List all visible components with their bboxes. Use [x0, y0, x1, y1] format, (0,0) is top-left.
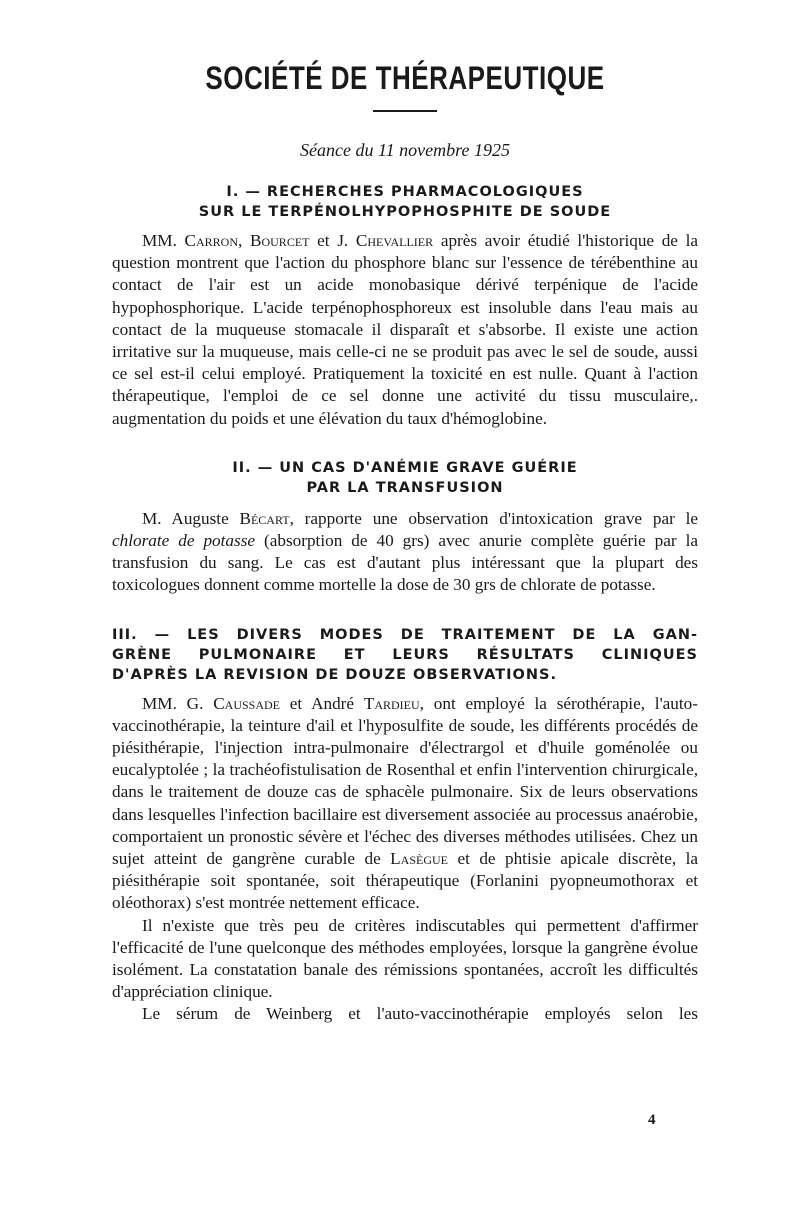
section-3-paragraph-3: Le sérum de Weinberg et l'auto-vaccinothérapie employés selon les: [142, 1004, 698, 1024]
author-becart: Bécart: [239, 508, 290, 528]
section-1-separator-1: ,: [238, 231, 251, 250]
section-3-body: [112, 693, 698, 1026]
author-caussade: Caussade: [213, 693, 280, 713]
section-1-prefix: MM.: [142, 231, 185, 250]
section-2-heading: [112, 458, 698, 498]
author-lasegue: Lasègue: [390, 849, 448, 869]
section-1-heading-line-1: I. — RECHERCHES PHARMACOLOGIQUES: [226, 184, 584, 200]
section-2-heading-line-2: PAR LA TRANSFUSION: [306, 479, 504, 496]
section-3-heading-line-2: GRÈNE PULMONAIRE ET LEURS RÉSULTATS CLINIQUES: [112, 646, 698, 663]
section-3-text-a: , ont employé la sérothérapie, l'auto-vaccinothérapie, la teinture d'ail et l'hyposulfite de soude, les différents procédés de piésithérapie, l'injection intra-pulmonaire d'électrargol et d'huile goménolée ou eucalyptolée ; la trachéofistulisation de Rosenthal et enfin l'intervention chirurgicale, dans le traitement de douze cas de sphacèle pulmonaire. Six de leurs observations dans lesquelles l'infection bacillaire est diversement associée au processus anaérobie, comportaient un pronostic sévère et l'échec des diverses méthodes utilisées. Chez un sujet atteint de gangrène curable de: [112, 693, 698, 869]
section-1-heading: [112, 182, 698, 222]
section-3-paragraph-2: Il n'existe que très peu de critères indiscutables qui permettent d'affirmer l'efficacité de l'une quelconque des méthodes employées, lorsque la gangrène évolue isolément. La constatation banale des rémissions spontanées, accroît les difficultés d'appréciation clinique.: [112, 915, 698, 1002]
section-1-separator-2: et J.: [309, 231, 356, 250]
section-2-heading-line-1: II. — UN CAS D'ANÉMIE GRAVE GUÉRIE: [232, 459, 578, 476]
section-1-text: après avoir étudié l'historique de la question montrent que l'action du phosphore blanc sur l'essence de térébenthine au contact de l'air est un acide monobasique dérivé terpénique de l'acide hypophosphorique. L'acide terpénophosphoreux est insoluble dans l'eau mais au contact de la muqueuse stomacale il disparaît et s'absorbe. Il existe une action irritative sur la muqueuse, mais celle-ci ne se produit pas avec le sel de soude, aussi ce sel est-il celui employé. Pratiquement la toxicité en est nulle. Quant à l'action thérapeutique, l'emploi de ce sel donne une activité du tissu musculaire,. augmentation du poids et une élévation du taux d'hémoglobine.: [112, 231, 699, 428]
page-title: SOCIÉTÉ DE THÉRAPEUTIQUE: [205, 58, 605, 97]
document-page: [112, 60, 698, 1026]
section-2-paragraph: [112, 508, 698, 597]
session-date: Séance du 11 novembre 1925: [300, 140, 510, 160]
section-3-prefix: MM. G.: [142, 693, 214, 713]
author-tardieu: Tardieu: [363, 693, 420, 713]
section-2-italic-term: chlorate de potasse: [112, 531, 256, 551]
section-3-paragraph-1: [112, 693, 698, 915]
section-1-heading-line-2: SUR LE TERPÉNOLHYPOPHOSPHITE DE SOUDE: [198, 204, 612, 220]
author-chevallier: Chevallier: [355, 231, 434, 250]
section-2-text-b: (absorption de 40 grs) avec anurie complète guérie par la transfusion du sang. Le cas est d'autant plus intéressant que la plupart des toxicologues donnent comme mortelle la dose de 30 grs de chlorate de potasse.: [112, 531, 698, 595]
section-3-separator: et André: [280, 693, 364, 713]
page-number: 4: [648, 1112, 656, 1128]
section-3-heading-line-3: D'APRÈS LA REVISION DE DOUZE OBSERVATIONS.: [112, 666, 557, 683]
author-bourcet: Bourcet: [250, 231, 310, 250]
section-3-text-b: et de phtisie apicale discrète, la piésithérapie soit spontanée, soit thérapeutique (Forlanini pyopneumothorax et oléothorax) s'est montrée nettement efficace.: [112, 849, 698, 913]
section-3-heading: [112, 625, 698, 685]
section-2-text-a: , rapporte une observation d'intoxication grave par le: [289, 508, 698, 528]
section-1-paragraph: [112, 230, 698, 430]
section-3-heading-line-1: III. — LES DIVERS MODES DE TRAITEMENT DE LA GAN-: [112, 626, 698, 643]
title-divider: [373, 110, 437, 112]
author-carron: Carron: [184, 231, 239, 250]
section-2-prefix: M. Auguste: [142, 508, 240, 528]
